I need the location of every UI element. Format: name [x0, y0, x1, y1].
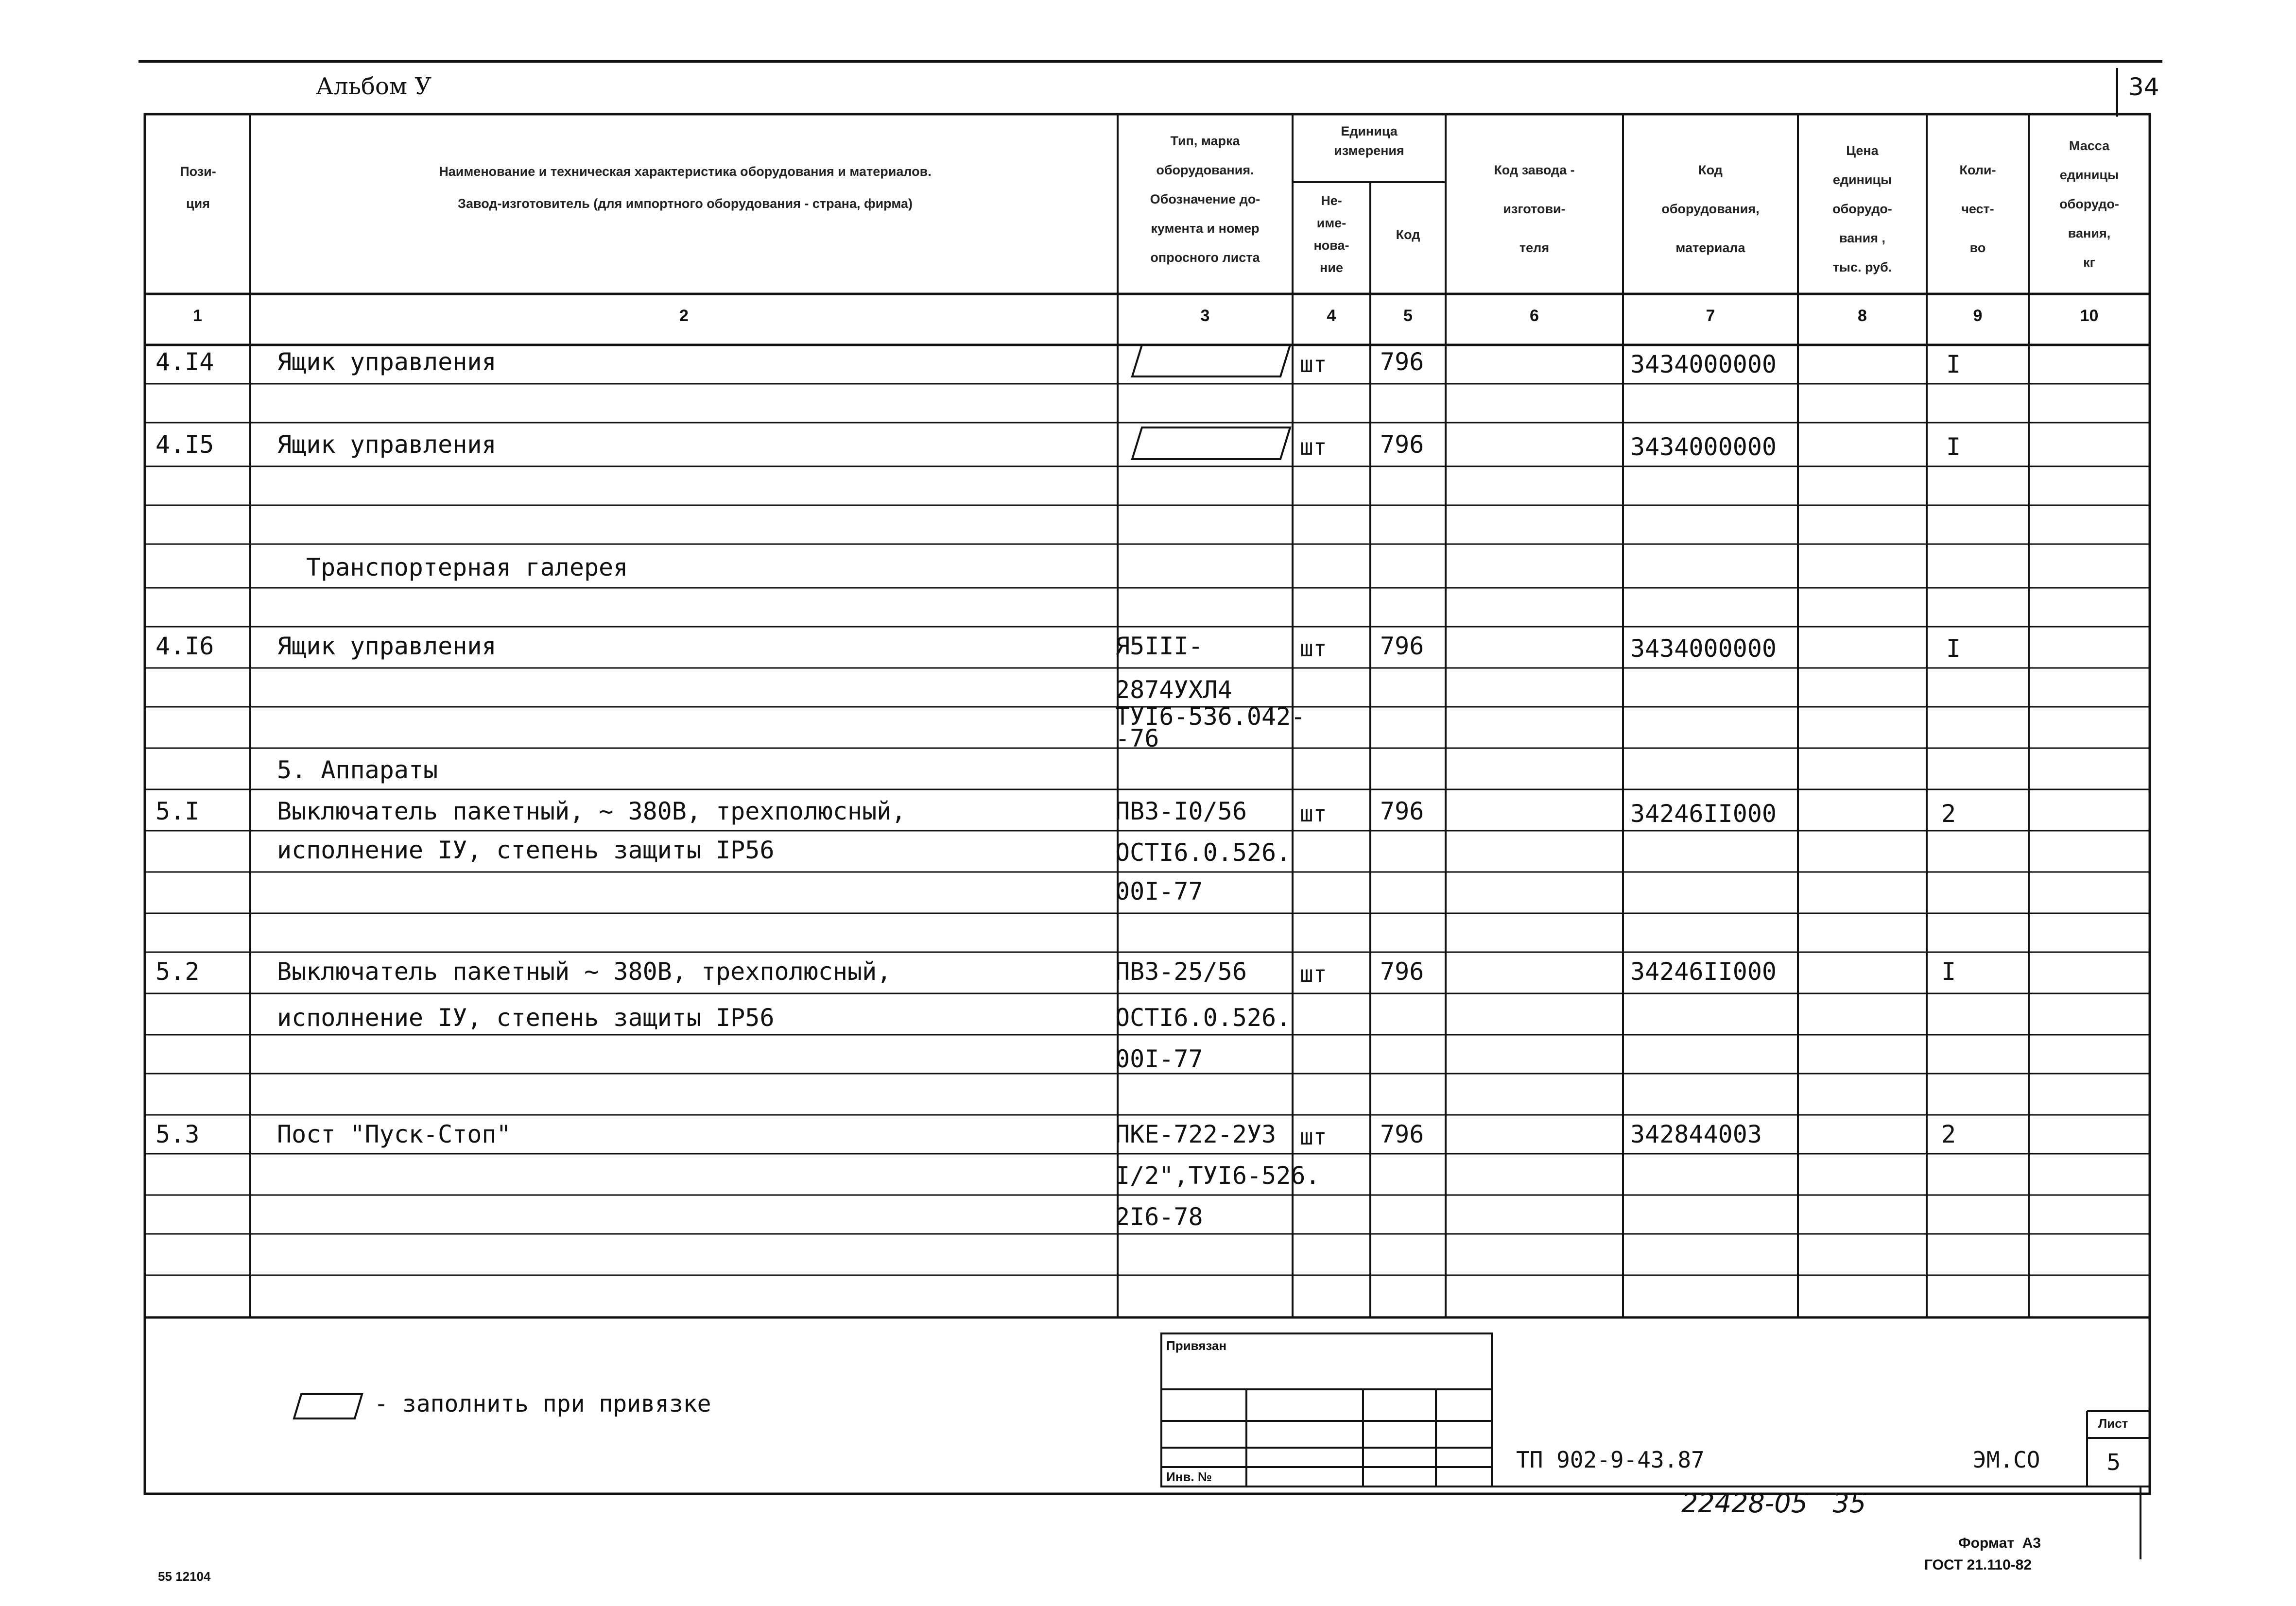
- hdr-factory-code: Код завода - изготови- теля: [1494, 163, 1575, 255]
- row-equip-code: 34246II000: [1630, 800, 1777, 828]
- row-qty: I: [1946, 350, 1961, 378]
- col-number: 6: [1530, 307, 1539, 325]
- row-equip-code: 342844003: [1630, 1120, 1762, 1148]
- row-unit-code: 796: [1380, 348, 1424, 376]
- gost-label: ГОСТ 21.110-82: [1924, 1557, 2032, 1573]
- row-type: 00I-77: [1115, 877, 1203, 906]
- row-type: ПВЗ-25/56: [1115, 957, 1247, 986]
- document-code: ТП 902-9-43.87: [1516, 1447, 1705, 1473]
- row-unit: шт: [1300, 801, 1327, 827]
- col-number: 7: [1706, 307, 1715, 325]
- handwritten-number: 22428-05 35: [1681, 1488, 1866, 1519]
- row-qty: 2: [1941, 800, 1956, 828]
- hdr-equip-code: Код оборудования, материала: [1661, 163, 1760, 255]
- row-type: 2874УХЛ4: [1115, 676, 1232, 704]
- row-unit: шт: [1300, 434, 1327, 460]
- row-qty: I: [1946, 634, 1961, 663]
- col-number: 1: [193, 307, 202, 325]
- row-unit: шт: [1300, 351, 1327, 377]
- row-unit-code: 796: [1380, 632, 1424, 660]
- row-equip-code: 34246II000: [1630, 957, 1777, 986]
- row-type: 2I6-78: [1115, 1203, 1203, 1231]
- hdr-type: Тип, марка оборудования. Обозначение до- кумента и номер опросного листа: [1150, 134, 1260, 265]
- section-heading: Транспортерная галерея: [306, 553, 628, 581]
- hdr-qty: Коли- чест- во: [1959, 163, 1996, 255]
- col-number: 9: [1973, 307, 1983, 325]
- row-type: -76: [1115, 724, 1159, 752]
- format-label: Формат А3: [1958, 1535, 2041, 1551]
- col-number: 3: [1200, 307, 1210, 325]
- row-unit: шт: [1300, 961, 1327, 987]
- hdr-mass: Масса единицы оборудо- вания, кг: [2059, 138, 2119, 270]
- hdr-unit-group: Единица измерения: [1334, 124, 1404, 158]
- stamp-inv-label: Инв. №: [1166, 1469, 1212, 1484]
- row-equip-code: 3434000000: [1630, 634, 1777, 663]
- row-unit: шт: [1300, 1124, 1327, 1150]
- col-number: 8: [1858, 307, 1867, 325]
- row-unit-code: 796: [1380, 957, 1424, 986]
- row-qty: 2: [1941, 1120, 1956, 1148]
- row-type: ПКЕ-722-2УЗ: [1115, 1120, 1277, 1148]
- fill-placeholder-icon: [1132, 427, 1290, 459]
- row-equip-code: 3434000000: [1630, 350, 1777, 378]
- row-position: 5.2: [155, 957, 200, 986]
- col-number: 2: [679, 307, 689, 325]
- row-type: ПВЗ-I0/56: [1115, 797, 1247, 825]
- row-name: исполнение IУ, степень защиты IP56: [277, 1004, 775, 1032]
- col-number: 4: [1327, 307, 1336, 325]
- sheet-label: Лист: [2098, 1416, 2128, 1431]
- row-position: 4.I6: [155, 632, 214, 660]
- hdr-price: Цена единицы оборудо- вания , тыс. руб.: [1832, 143, 1892, 274]
- print-code: 55 12104: [158, 1569, 211, 1584]
- row-unit-code: 796: [1380, 430, 1424, 459]
- sheet-number: 5: [2106, 1449, 2121, 1475]
- row-unit-code: 796: [1380, 1120, 1424, 1148]
- col-number: 5: [1403, 307, 1413, 325]
- row-name: Ящик управления: [277, 430, 497, 459]
- row-type: ОСТI6.0.526.: [1115, 1004, 1291, 1032]
- row-type: ТУI6-536.042-: [1115, 702, 1306, 731]
- row-name: Выключатель пакетный ~ 380В, трехполюсный,: [277, 957, 892, 986]
- fill-placeholder-icon: [294, 1394, 362, 1418]
- row-equip-code: 3434000000: [1630, 433, 1777, 461]
- row-position: 4.I5: [155, 430, 214, 459]
- row-type: Я5III-: [1115, 632, 1203, 660]
- row-type: I/2",ТУI6-526.: [1115, 1162, 1320, 1190]
- album-title: Альбом У: [316, 73, 432, 100]
- row-name: Пост "Пуск-Стоп": [277, 1120, 511, 1148]
- hdr-name: Наименование и техническая характеристика оборудования и материалов. Завод-изготовитель (для импортного оборудования - страна, фирма): [439, 164, 932, 211]
- hdr-unit-code: Код: [1396, 227, 1420, 242]
- hdr-pos: Пози- ция: [180, 164, 216, 211]
- row-name: исполнение IУ, степень защиты IP56: [277, 836, 775, 864]
- row-position: 5.I: [155, 797, 200, 825]
- row-unit-code: 796: [1380, 797, 1424, 825]
- row-type: ОСТI6.0.526.: [1115, 838, 1291, 867]
- row-position: 5.3: [155, 1120, 200, 1148]
- row-qty: I: [1941, 957, 1956, 986]
- row-position: 4.I4: [155, 348, 214, 376]
- col-number: 10: [2080, 307, 2099, 325]
- section-heading: 5. Аппараты: [277, 756, 438, 784]
- document-mark: ЭМ.СО: [1973, 1447, 2040, 1473]
- stamp-bound-label: Привязан: [1166, 1338, 1227, 1353]
- row-name: Ящик управления: [277, 632, 497, 660]
- page-number: 34: [2128, 73, 2159, 101]
- fill-placeholder-icon: [1132, 345, 1290, 376]
- row-qty: I: [1946, 433, 1961, 461]
- hdr-unit-name: Не- име- нова- ние: [1313, 193, 1349, 275]
- row-name: Выключатель пакетный, ~ 380В, трехполюсный,: [277, 797, 906, 825]
- row-type: 00I-77: [1115, 1045, 1203, 1073]
- row-unit: шт: [1300, 635, 1327, 662]
- legend-text: - заполнить при привязке: [374, 1390, 711, 1418]
- row-name: Ящик управления: [277, 348, 497, 376]
